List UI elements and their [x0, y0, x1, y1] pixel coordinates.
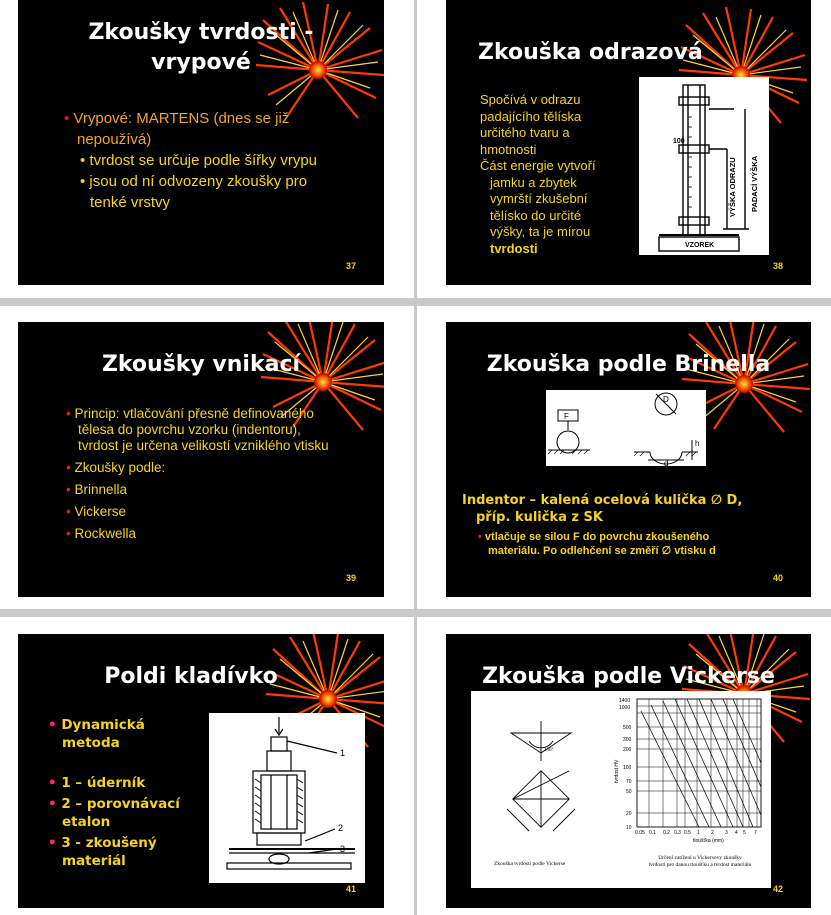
slide-37 [18, 0, 384, 285]
y-tick: 100 [623, 765, 632, 771]
slide-body: Spočívá v odrazu padajícího tělíska určitého tvaru a hmotnosti Část energie vytvoří jamku a zbytek vymrští zkušební tělísko do určité výšky, ta je mírou tvrdosti [480, 92, 596, 256]
slide-41 [18, 634, 384, 908]
bullet-text: tvrdost se určuje podle šířky vrypu [89, 152, 318, 169]
poldi-hammer-figure [209, 713, 365, 883]
diameter-D-label: D [663, 395, 669, 404]
part-2-label: 2 [338, 823, 344, 833]
rebound-height-label: VÝŠKA ODRAZU [728, 157, 737, 217]
slide-number: 37 [345, 261, 356, 271]
slide-body: • Vrypové: MARTENS (dnes se již nepoužívá) • tvrdost se určuje podle šířky vrypu • jsou od ní odvozeny zkoušky pro tenké vrstvy [64, 108, 364, 213]
y-tick: 70 [626, 779, 632, 785]
bullet-text: Vrypové: MARTENS (dnes se již [73, 110, 290, 127]
vickers-figure [471, 691, 771, 888]
column-separator [414, 0, 417, 915]
y-tick: 1000 [619, 705, 631, 711]
x-tick: 7 [754, 830, 757, 836]
x-tick: 1 [697, 830, 700, 836]
slide-number: 41 [345, 884, 356, 894]
x-tick: 2 [711, 830, 714, 836]
y-tick: 50 [626, 789, 632, 795]
slide-body: • Dynamická metoda • 1 – úderník • 2 – porovnávací etalon • 3 - zkoušený materiál [48, 717, 180, 869]
slide-title: Zkouška podle Vickerse [482, 664, 775, 689]
slide-title: Zkoušky tvrdosti - vrypové [88, 20, 314, 75]
depth-h-label: h [695, 439, 700, 448]
slide-number: 38 [772, 261, 783, 271]
y-tick: 500 [623, 725, 632, 731]
x-tick: 0.5 [684, 830, 691, 836]
slide-title: Poldi kladívko [104, 664, 278, 689]
rebound-tester-figure [639, 77, 769, 255]
right-caption-line2: tvrdosti pro danou tloušťku a tvrdost materiálu [648, 862, 752, 868]
slide-number: 39 [345, 573, 356, 583]
slide-38 [446, 0, 811, 285]
y-tick: 200 [623, 747, 632, 753]
y-tick: 1400 [619, 698, 631, 704]
x-tick: 0.2 [663, 830, 670, 836]
slide-bullet: • vtlačuje se silou F do povrchu zkoušeného materiálu. Po odlehčení se změří ∅ vtisku d [478, 531, 716, 557]
angle-label: 136° [544, 748, 554, 753]
y-tick: 300 [623, 737, 632, 743]
x-tick: 0.3 [674, 830, 681, 836]
part-1-label: 1 [340, 748, 346, 758]
slide-number: 42 [772, 884, 783, 894]
right-caption-line1: Určení zatížení u Vickersovy zkoušky [658, 855, 742, 861]
slide-title: Zkoušky vnikací [101, 352, 301, 377]
brinell-figure [546, 390, 706, 466]
x-tick: 0.1 [649, 830, 656, 836]
slide-42 [446, 634, 811, 908]
bullet-text: jsou od ní odvozeny zkoušky pro [89, 173, 308, 190]
diameter-d-label: d [664, 459, 669, 466]
x-tick: 5 [743, 830, 746, 836]
slide-title: Zkouška odrazová [478, 40, 703, 65]
bullet-text: tenké vrstvy [90, 194, 171, 211]
x-tick: 0.05 [635, 830, 645, 836]
slide-title: Zkouška podle Brinella [486, 352, 771, 377]
slide-40 [446, 322, 811, 597]
part-3-label: 3 [340, 844, 346, 854]
scale-100-label: 100 [673, 138, 685, 145]
x-axis-label: tloušťka (mm) [693, 838, 724, 844]
bullet-text: nepoužívá) [77, 131, 152, 148]
x-tick: 3 [725, 830, 728, 836]
left-caption: Zkouška tvrdosti podle Vickerse [494, 861, 566, 867]
sample-label: VZOREK [685, 242, 715, 249]
y-axis-label: tvrdost HV [614, 759, 620, 783]
slide-body: • Princip: vtlačování přesně definovaného tělesa do povrchu vzorku (indentoru), tvrdost je určena velikostí vzniklého vtisku • Zkoušky podle: • Brinnella • Vickerse • Rockwella [66, 406, 329, 541]
force-label: F [564, 412, 569, 421]
slide-39 [18, 322, 384, 597]
drop-height-label: PADACÍ VÝŠKA [750, 155, 759, 212]
x-tick: 4 [735, 830, 738, 836]
y-tick: 20 [626, 811, 632, 817]
y-tick: 10 [626, 825, 632, 831]
slide-number: 40 [772, 573, 783, 583]
slide-body: Indentor – kalená ocelová kulička ∅ D, příp. kulička z SK [462, 493, 743, 525]
